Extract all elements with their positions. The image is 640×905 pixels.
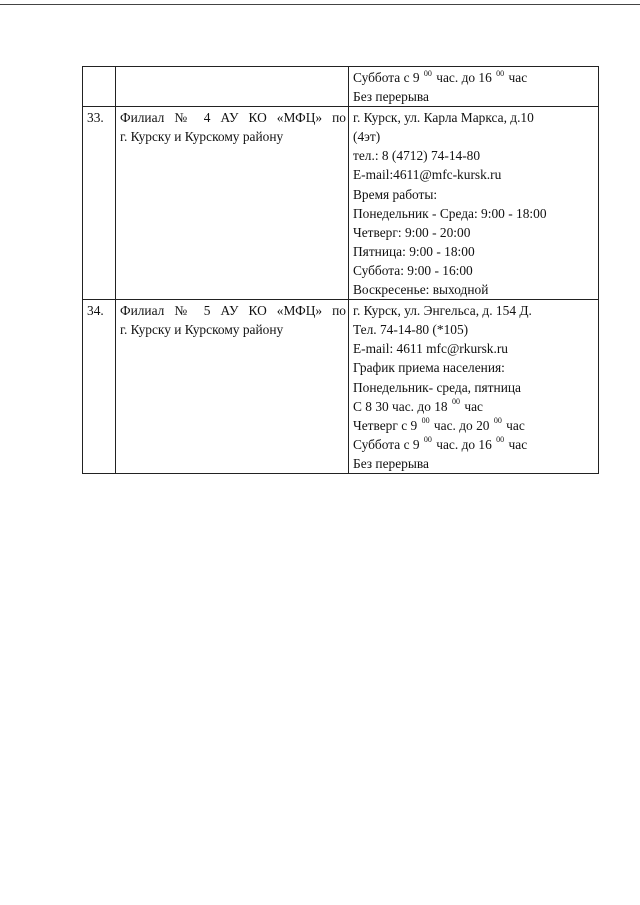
time-minutes-superscript: 00 xyxy=(493,416,502,426)
time-minutes-superscript: 00 xyxy=(451,397,460,407)
info-text: Четверг с 9 xyxy=(353,417,421,433)
info-text: Без перерыва xyxy=(353,89,429,105)
table-row xyxy=(83,67,599,107)
info-text: час xyxy=(505,70,528,85)
info-text: Время работы: xyxy=(353,186,438,202)
info-line xyxy=(353,301,596,320)
info-line xyxy=(353,68,596,87)
page-top-rule xyxy=(0,4,640,5)
info-line xyxy=(353,108,596,127)
info-line xyxy=(353,242,596,261)
table-row xyxy=(83,107,599,300)
info-text: Суббота с 9 xyxy=(353,436,423,452)
info-line xyxy=(353,280,596,299)
info-text: С 8 30 час. до 18 xyxy=(353,398,451,414)
time-minutes-superscript: 00 xyxy=(423,435,432,445)
branches-table xyxy=(82,66,599,474)
branch-name-cell xyxy=(116,300,349,474)
info-text: час. до 20 xyxy=(430,417,493,433)
time-minutes-superscript: 00 xyxy=(423,68,432,78)
info-line xyxy=(353,165,596,184)
info-text: Суббота: 9:00 - 16:00 xyxy=(353,262,473,278)
info-text: час. до 16 xyxy=(432,436,496,452)
info-text: E-mail:4611@mfc-kursk.ru xyxy=(353,167,502,183)
info-text: График приема населения: xyxy=(353,360,505,376)
row-number-cell: 33. xyxy=(83,107,116,300)
info-text: г. Курск, ул. Карла Маркса, д.10 xyxy=(353,110,534,126)
info-line xyxy=(353,204,596,223)
info-text: Понедельник - Среда: 9:00 - 18:00 xyxy=(353,205,547,221)
info-text: Суббота с 9 xyxy=(353,70,423,85)
info-text: час xyxy=(502,417,525,433)
info-line xyxy=(353,378,596,397)
info-text: Понедельник- среда, пятница xyxy=(353,379,521,395)
time-minutes-superscript: 00 xyxy=(421,416,430,426)
info-line xyxy=(353,87,596,106)
info-line xyxy=(353,397,596,416)
branch-name-cell xyxy=(116,107,349,300)
row-number-cell: 34. xyxy=(83,300,116,474)
branch-name-line: г. Курску и Курскому району xyxy=(120,129,284,145)
info-line xyxy=(353,146,596,165)
info-line xyxy=(353,339,596,358)
info-text: Тел. 74-14-80 (*105) xyxy=(353,322,469,338)
info-text: тел.: 8 (4712) 74-14-80 xyxy=(353,148,481,164)
info-line xyxy=(353,223,596,242)
branch-name-line: г. Курску и Курскому району xyxy=(120,322,284,338)
info-line xyxy=(353,416,596,435)
branch-name-line: Филиал № 5 АУ КО «МФЦ» по xyxy=(120,303,346,319)
time-minutes-superscript: 00 xyxy=(496,68,505,78)
info-text: (4эт) xyxy=(353,129,381,145)
info-text: Пятница: 9:00 - 18:00 xyxy=(353,243,475,259)
info-text: Четверг: 9:00 - 20:00 xyxy=(353,224,471,240)
branch-info-cell xyxy=(349,67,599,107)
info-text: Без перерыва xyxy=(353,455,429,471)
time-minutes-superscript: 00 xyxy=(496,435,505,445)
info-line xyxy=(353,454,596,473)
info-text: час. до 16 xyxy=(432,70,496,85)
branch-name-cell xyxy=(116,67,349,107)
info-line xyxy=(353,358,596,377)
info-text: час xyxy=(505,436,528,452)
info-line xyxy=(353,127,596,146)
branch-info-cell xyxy=(349,107,599,300)
row-number-cell xyxy=(83,67,116,107)
info-line xyxy=(353,261,596,280)
info-line xyxy=(353,185,596,204)
table-row xyxy=(83,300,599,474)
info-line xyxy=(353,320,596,339)
info-text: E-mail: 4611 mfc@rkursk.ru xyxy=(353,341,509,357)
info-text: г. Курск, ул. Энгельса, д. 154 Д. xyxy=(353,303,532,319)
branch-name-line: Филиал № 4 АУ КО «МФЦ» по xyxy=(120,110,346,126)
info-text: час xyxy=(460,398,483,414)
branch-info-cell xyxy=(349,300,599,474)
info-text: Воскресенье: выходной xyxy=(353,282,489,298)
info-line xyxy=(353,435,596,454)
